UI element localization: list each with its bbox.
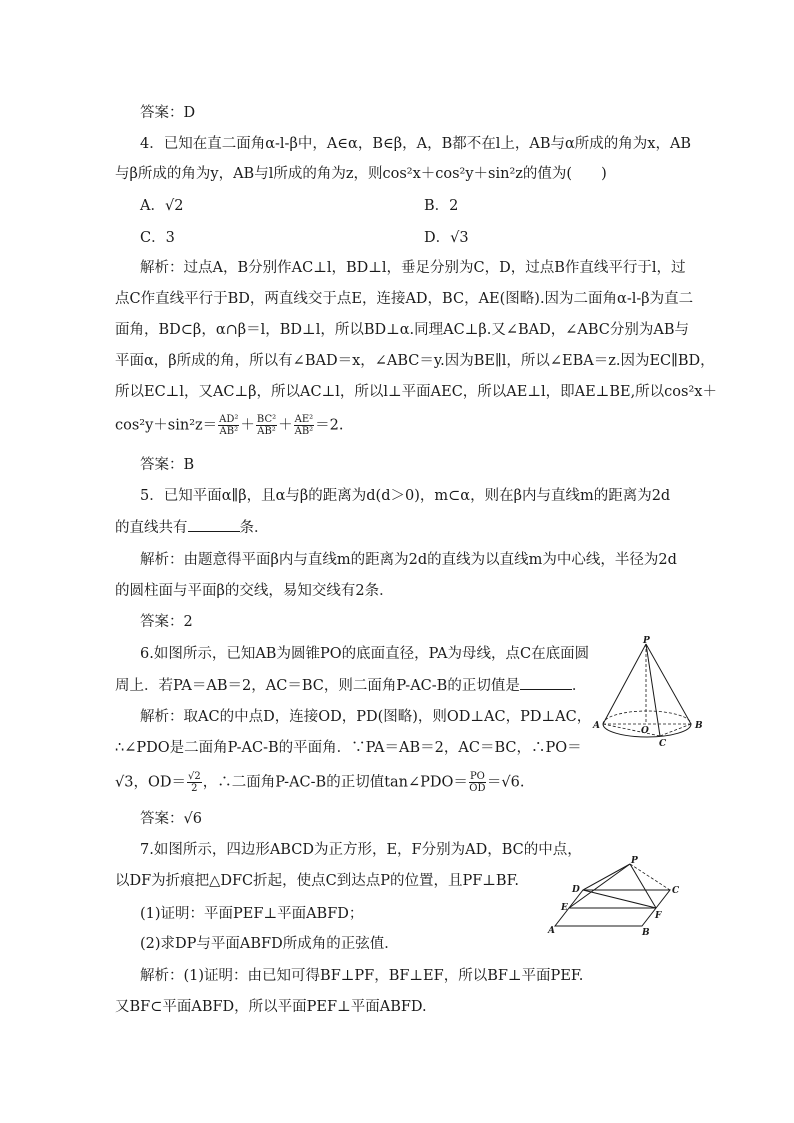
q4-option-b: B．2 xyxy=(424,198,459,214)
q6-solution-line-1: 解析：取AC的中点D，连接OD，PD(图略)，则OD⊥AC，PD⊥AC， xyxy=(140,709,592,725)
fraction-denominator: AB² xyxy=(294,426,314,437)
q4-solution-6-end: ＝2. xyxy=(315,417,344,434)
label-a: A xyxy=(548,926,555,936)
fraction-denominator: AB² xyxy=(219,426,239,437)
fraction-numerator: AE² xyxy=(294,414,314,425)
q6-answer: √6 xyxy=(183,811,202,827)
q6-stem-line-2 xyxy=(115,675,586,696)
fraction-numerator: PO xyxy=(469,771,485,782)
q6-solution-3-b: ，∴二面角P-AC-B的正切值tan∠PDO＝ xyxy=(202,774,468,791)
q5-answer: 2 xyxy=(183,614,193,630)
q7-solution-line-2: 又BF⊂平面ABFD，所以平面PEF⊥平面ABFD. xyxy=(115,999,427,1015)
answer-label: 答案： xyxy=(140,457,184,473)
q5-stem-2-pre: 的直线共有 xyxy=(115,520,188,536)
label-f: F xyxy=(655,911,662,921)
fraction-sqrt2-over-2 xyxy=(187,771,202,794)
q3-answer-line xyxy=(140,103,195,123)
q5-stem-line-1: 5．已知平面α∥β，且α与β的距离为d(d＞0)，m⊂α，则在β内与直线m的距离为2d xyxy=(140,488,671,504)
cone-figure xyxy=(588,636,708,752)
q4-solution-line-1: 解析：过点A，B分别作AC⊥l，BD⊥l，垂足分别为C，D，过点B作直线平行于l，过 xyxy=(140,260,686,276)
label-b: B xyxy=(695,721,703,731)
q4-solution-line-4: 平面α，β所成的角，所以有∠BAD＝x，∠ABC＝y.因为BE∥l，所以∠EBA＝z.因为EC∥BD， xyxy=(115,353,715,369)
q5-stem-line-2 xyxy=(115,517,269,538)
q6-solution-line-2: ∴∠PDO是二面角P-AC-B的平面角．∵PA＝AB＝2，AC＝BC，∴PO＝ xyxy=(115,740,582,756)
q6-solution-line-3 xyxy=(115,771,524,794)
label-a: A xyxy=(593,721,600,731)
fraction-ad-ab xyxy=(218,414,239,437)
q4-answer: B xyxy=(183,457,195,473)
q7-part-1: (1)证明：平面PEF⊥平面ABFD； xyxy=(140,906,364,922)
label-e: E xyxy=(561,903,568,913)
q6-stem-line-1: 6.如图所示，已知AB为圆锥PO的底面直径，PA为母线，点C在底面圆 xyxy=(140,646,590,662)
folded-square-figure xyxy=(545,852,685,938)
q5-stem-2-post: 条． xyxy=(239,520,269,536)
q4-option-d: D．√3 xyxy=(424,230,469,246)
q6-solution-3-c: ＝√6. xyxy=(486,774,525,791)
answer-label: 答案： xyxy=(140,105,184,121)
q7-solution-line-1: 解析：(1)证明：由已知可得BF⊥PF，BF⊥EF，所以BF⊥平面PEF. xyxy=(140,968,584,984)
q5-solution-line-2: 的圆柱面与平面β的交线，易知交线有2条． xyxy=(115,583,394,599)
fraction-denominator: 2 xyxy=(191,783,198,794)
label-d: D xyxy=(572,885,580,895)
answer-blank xyxy=(188,517,240,532)
fraction-bc-ab xyxy=(256,414,277,437)
q5-solution-line-1: 解析：由题意得平面β内与直线m的距离为2d的直线为以直线m为中心线，半径为2d xyxy=(140,552,677,568)
fraction-numerator: AD² xyxy=(219,414,239,425)
fraction-denominator: OD xyxy=(469,783,486,794)
fraction-po-od xyxy=(469,771,486,794)
q6-stem-2-pre: 周上．若PA＝AB＝2，AC＝BC，则二面角P-AC-B的正切值是 xyxy=(115,678,520,694)
q4-option-a: A．√2 xyxy=(140,198,184,214)
q4-solution-line-2: 点C作直线平行于BD，两直线交于点E，连接AD，BC，AE(图略).因为二面角α-l-β为直二 xyxy=(115,291,694,307)
fraction-ae-ab xyxy=(294,414,315,437)
q4-solution-line-6: cos²y＋sin²z＝ $\frac{\text{AD²}}{\text{AB²}}$ ＋ $\frac{\text{BC²}}{\text{AB²}}$ ＋ $\frac{\text{AE²}}{\text{AB²}}$ ＝2. xyxy=(115,414,344,437)
label-c: C xyxy=(672,886,680,896)
fraction-numerator: √2 xyxy=(187,771,201,782)
q6-answer-line xyxy=(140,809,202,829)
q4-solution-line-3: 面角，BD⊂β，α∩β＝l，BD⊥l，所以BD⊥α.同理AC⊥β.又∠BAD，∠ABC分别为AB与 xyxy=(115,322,690,338)
q4-stem-line-2: 与β所成的角为y，AB与l所成的角为z，则cos²x＋cos²y＋sin²z的值为( ) xyxy=(115,166,607,182)
q3-answer: D xyxy=(183,105,196,121)
label-p: P xyxy=(643,636,650,646)
fraction-numerator: BC² xyxy=(256,414,277,425)
label-c: C xyxy=(659,739,667,749)
q4-solution-line-5: 所以EC⊥l，又AC⊥β，所以AC⊥l，所以l⊥平面AEC，所以AE⊥l，即AE⊥BE,所以cos²x＋ xyxy=(115,384,717,400)
answer-label: 答案： xyxy=(140,614,184,630)
q6-solution-3-a: √3，OD＝ xyxy=(115,774,186,791)
q4-answer-line xyxy=(140,455,194,475)
q4-option-c: C．3 xyxy=(140,230,175,246)
label-o: O xyxy=(641,726,649,736)
q7-stem-line-2: 以DF为折痕把△DFC折起，使点C到达点P的位置，且PF⊥BF. xyxy=(115,873,519,889)
q5-answer-line xyxy=(140,612,193,632)
q6-stem-2-post: ． xyxy=(571,678,587,694)
q7-part-2: (2)求DP与平面ABFD所成角的正弦值． xyxy=(140,936,399,952)
q4-solution-6-start: cos²y＋sin²z＝ xyxy=(115,417,218,434)
q4-stem-line-1: 4．已知在直二面角α-l-β中，A∈α，B∈β，A，B都不在l上，AB与α所成的角为x，AB xyxy=(140,136,692,152)
label-b: B xyxy=(642,928,650,938)
label-p: P xyxy=(631,856,638,866)
q7-stem-line-1: 7.如图所示，四边形ABCD为正方形，E，F分别为AD，BC的中点， xyxy=(140,842,582,858)
answer-label: 答案： xyxy=(140,811,184,827)
answer-blank xyxy=(520,675,572,690)
fraction-denominator: AB² xyxy=(257,426,276,437)
